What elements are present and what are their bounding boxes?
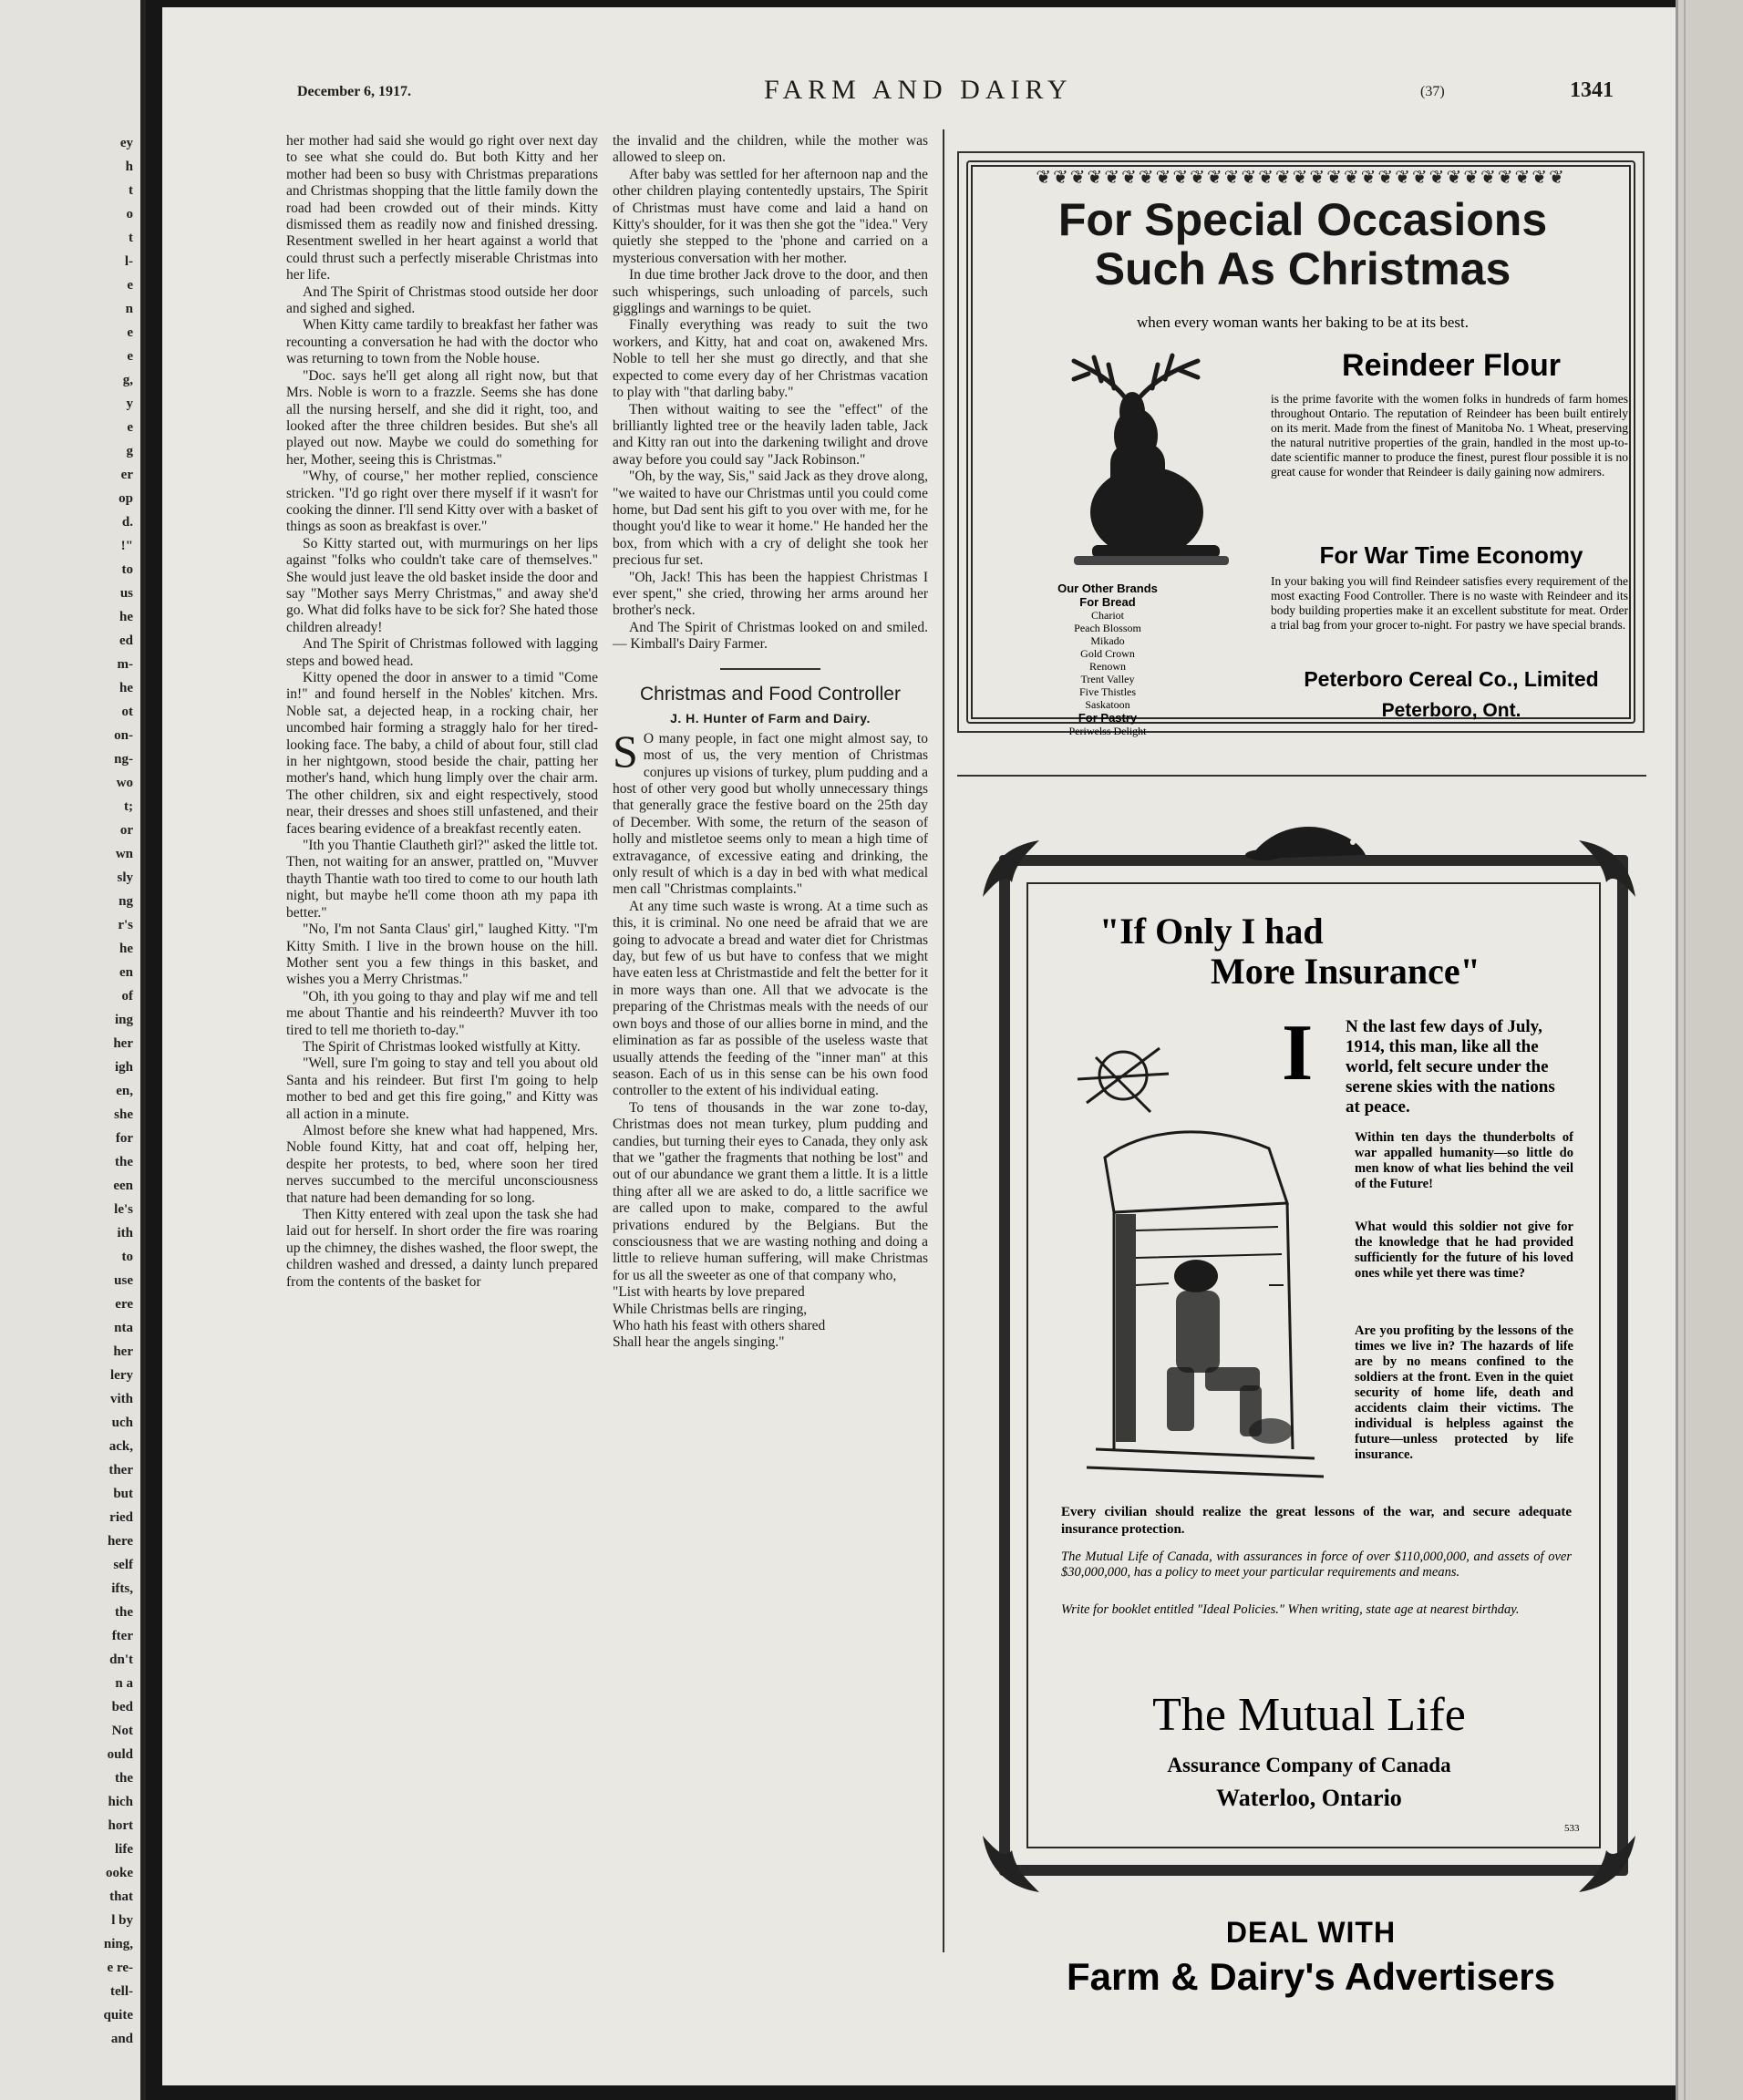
verse [613, 1284, 928, 1352]
masthead: FARM AND DAIRY [764, 75, 1073, 105]
leaf-corner-ornament [979, 837, 1043, 901]
ad-italic-note: Write for booklet entitled "Ideal Policies." When writing, state age at nearest birthday. [1061, 1602, 1520, 1617]
story-paragraph: So Kitty started out, with murmurings on her lips against "folks who couldn't take care of themselves." She would just leave the old basket inside the door and say "Mother says Merry Christmas," and away she'd go. What did folks have to be sick for? She hated those children already! [286, 535, 598, 635]
story-paragraph: "Oh, Jack! This has been the happiest Christmas I ever spent," she cried, throwing her arms around her brother's neck. [613, 569, 928, 619]
story-paragraph: "Oh, ith you going to thay and play wif me and tell me about Thantie and his reindeerth? Muvver ith too tired to tell me thorieth to-day." [286, 988, 598, 1038]
story-paragraph: And The Spirit of Christmas followed with lagging steps and bowed head. [286, 636, 598, 669]
previous-page-text-fragment: e [127, 325, 133, 340]
verse-line: Who hath his feast with others shared [613, 1318, 826, 1333]
previous-page-text-fragment: her [113, 1036, 133, 1051]
previous-page-text-fragment: ning, [103, 1937, 133, 1951]
story-paragraph: Almost before she knew what had happened, Mrs. Noble found Kitty, hat and coat off, helping her, despite her protests, to bed, where soon her tired nerves succumbed to the merciful unconsciousness that nature had been demanding for so long. [286, 1122, 598, 1206]
previous-page-text-fragment: he [119, 610, 133, 624]
next-page-edge [1676, 0, 1743, 2100]
section-divider [720, 668, 820, 670]
previous-page-text-fragment: Not [111, 1724, 133, 1738]
ad-tagline: when every woman wants her baking to be at its best. [1137, 314, 1469, 331]
previous-page-text-fragment: l- [124, 254, 133, 269]
previous-page-text-fragment: of [121, 989, 133, 1004]
verse-line: "List with hearts by love prepared [613, 1284, 805, 1301]
story-column-1 [286, 133, 598, 1291]
verse-line: While Christmas bells are ringing, [613, 1301, 808, 1317]
previous-page-text-fragment: g [126, 444, 133, 458]
previous-page-text-fragment: t; [124, 799, 133, 814]
previous-page-text-fragment: hich [108, 1795, 133, 1809]
previous-page-text-fragment: tell- [110, 1984, 133, 1999]
previous-page-text-fragment: d. [121, 515, 133, 530]
story-paragraph: Then Kitty entered with zeal upon the task she had laid out for herself. In short order the fire was roaring up the chimney, the dishes washed, the floor swept, the children washed and dressed, a dainty lunch prepared from the contents of the basket for [286, 1207, 598, 1290]
previous-page-text-fragment: she [114, 1107, 133, 1122]
story-paragraph: "Ith you Thantie Clautheth girl?" asked the little tot. Then, not waiting for an answer, prattled on, "Muvver thayth Thantie wath too tired to come to our houth lath night, but maybe he'll come thoon ath my papa ith better." [286, 838, 598, 921]
brand-item: Renown [1089, 660, 1126, 673]
previous-page-text-fragment: to [121, 562, 133, 577]
previous-page-text-fragment: ould [107, 1747, 133, 1762]
previous-page-text-fragment: op [119, 491, 133, 506]
previous-page-text-fragment: en [119, 965, 133, 980]
article-paragraph: At any time such waste is wrong. At a time such as this, it is criminal. No one need be afraid that we are going to advocate a bread and water diet for Christmas day, but few of us but have to confess that we might have eaten less at Christmastide and felt the better for it in more ways than one. All that we advocate is the preparing of the Christmas meals with the needs of our own boys and those of our allies borne in mind, and the elimination as far as possible of the useless waste that usually attends the feeding of the "inner man" at this season. Each of us in this sense can be his own food controller to the extent of his individual eating. [613, 898, 928, 1099]
previous-page-text-fragment: een [113, 1179, 133, 1193]
brand-item: Five Thistles [1078, 685, 1137, 698]
article-body [613, 725, 928, 1352]
beaver-icon [1242, 811, 1369, 866]
article-paragraph: O many people, in fact one might almost say, to most of us, the very mention of Christmas conjures up visions of turkey, plum pudding and a host of other very good but wholly unnecessary things that generally grace the festive board on the 25th day of December. With some, the return of the season of holly and mistletoe seems only to mean a high time of extravagance, of excessive eating and drinking, the only result of which is a day in bed with what medical men call "Christmas complaints." [613, 730, 928, 898]
previous-page-text-fragment: n a [115, 1676, 133, 1691]
ad-body: In your baking you will find Reindeer satisfies every requirement of the most exacting Food Controller. There is no waste with Reindeer and its body building properties make it an excellent substitute for meat. Order a trial bag from your grocer to-night. For pastry we have special brands. [1271, 574, 1628, 632]
page-number: 1341 [1570, 78, 1614, 102]
previous-page-text-fragment: hort [108, 1818, 133, 1833]
previous-page-text-fragment: en, [116, 1084, 133, 1098]
brand-item: Mikado [1090, 634, 1125, 647]
ad-body: is the prime favorite with the women folks in hundreds of farm homes throughout Ontario. The reputation of Reindeer has been built entirely on its merit. Made from the finest of Manitoba No. 1 Wheat, preserving the natural nutritive properties of the grain, handled in the most up-to-date scientific manner to produce the finest, purest flour possible it is no great cause for wonder that Reindeer is daily gaining now admirers. [1271, 392, 1628, 479]
previous-page-text-fragment: ere [115, 1297, 133, 1312]
footer-line-2: Farm & Dairy's Advertisers [1066, 1955, 1555, 1998]
previous-page-text-fragment: t [129, 183, 133, 198]
previous-page-text-fragment: bed [111, 1700, 133, 1714]
company-city: Waterloo, Ontario [1216, 1785, 1402, 1811]
previous-page-text-fragment: life [115, 1842, 133, 1857]
story-paragraph: Kitty opened the door in answer to a timid "Come in!" and found herself in the Nobles' kitchen. Mrs. Noble sat, a dejected heap, in a rocking chair, her uncombed hair forming a straggly halo for her tired-looking face. The baby, a child of about four, still clad in her nightgown, stood beside the chair, patting her mother's hand, which hung limply over the chair arm. The other children, six and eight respectively, stood near, their dresses and shoes still unfastened, and their faces bearing evidence of a breakfast recently eaten. [286, 670, 598, 837]
previous-page-text-fragment: h [125, 160, 133, 174]
previous-page-text-fragment: her [113, 1344, 133, 1359]
previous-page-text-fragment: t [129, 231, 133, 245]
brand-item: Chariot [1091, 609, 1124, 622]
previous-page-text-fragment: the [115, 1155, 133, 1169]
previous-page-text-fragment: vith [109, 1392, 133, 1406]
verse-line: Shall hear the angels singing." [613, 1334, 785, 1351]
ad-paragraph: Are you profiting by the lessons of the times we live in? The hazards of life are by no means confined to the soldiers at the front. Even in the quiet security of home life, death and accidents claim their victims. The individual is helpless against the future—unless protected by life insurance. [1355, 1323, 1573, 1462]
previous-page-text-fragment: ooke [106, 1866, 133, 1880]
previous-page-text-fragment: !" [120, 539, 133, 553]
previous-page-text-fragment: sly [117, 870, 133, 885]
story-paragraph: The Spirit of Christmas looked wistfully at Kitty. [303, 1038, 581, 1055]
story-paragraph: Finally everything was ready to suit the two workers, and Kitty, hat and coat on, awakened Mrs. Noble to tell her she must go directly, and that she expected to come every day of her Christmas vacation to play with "that darling baby." [613, 317, 928, 401]
story-paragraph: "Doc. says he'll get along all right now, but that Mrs. Noble is worn to a frazzle. Seems she has done all the nursing herself, and she did it right, too, and looked after the three children besides. But she's all played out now. Maybe we could do something for her, Mother, seeing this is Christmas." [286, 367, 598, 468]
ad-call-out: Every civilian should realize the great lessons of the war, and secure adequate insurance protection. [1061, 1505, 1572, 1537]
previous-page-text-fragment: ng [119, 894, 133, 909]
brand-item: Gold Crown [1080, 647, 1135, 660]
article-paragraph: To tens of thousands in the war zone to-day, Christmas does not mean turkey, plum pudding and candies, but turning their eyes to Canada, they only ask that we "gather the fragments that nothing be lost" and out of our abundance we grant them a little. It is a little thing after all we are asked to do, a little sacrifice we are called upon to make, compared to the awful privations endured by the Belgians. But the consciousness that we are wasting nothing and doing a little to relieve human suffering, will make Christmas for us all the sweeter as one of that company who, [613, 1099, 928, 1283]
previous-page-text-fragment: self [113, 1558, 133, 1572]
previous-page-text-fragment: for [115, 1131, 133, 1146]
previous-page-text-fragment: and [110, 2032, 133, 2046]
previous-page-text-fragment: on- [114, 728, 133, 743]
drop-cap: S [613, 725, 638, 777]
footer-advertisement [964, 1916, 1657, 1999]
previous-page-text-fragment: but [113, 1487, 133, 1501]
brand-item: Periwelss Delight [1068, 725, 1147, 737]
previous-page-text-fragment: ing [114, 1013, 133, 1027]
previous-page-text-fragment: uch [111, 1415, 133, 1430]
footer-line-1: DEAL WITH [1225, 1916, 1397, 1949]
pastry-heading: For Pastry [1078, 711, 1138, 725]
previous-page-text-fragment: y [126, 396, 133, 411]
previous-page-text-fragment: ifts, [111, 1581, 133, 1596]
previous-page-text-fragment: le's [114, 1202, 133, 1217]
previous-page-text-fragment: o [126, 207, 133, 221]
column-rule [943, 129, 944, 1952]
previous-page-text-fragment: ther [108, 1463, 133, 1477]
previous-page-text-fragment: that [109, 1889, 133, 1904]
newspaper-page [162, 7, 1676, 2085]
leaf-corner-ornament [979, 1832, 1043, 1896]
previous-page-text-fragment: ed [119, 633, 133, 648]
leaf-corner-ornament [1575, 1832, 1639, 1896]
previous-page-edge [0, 0, 146, 2100]
page-header [162, 71, 1676, 126]
previous-page-text-fragment: ith [117, 1226, 133, 1240]
mutual-life-advertisement [972, 800, 1646, 1885]
story-column-2 [613, 133, 928, 1352]
drop-cap: I [1282, 1009, 1314, 1097]
company-city: Peterboro, Ont. [1381, 700, 1521, 721]
issue-date: December 6, 1917. [297, 84, 411, 99]
story-paragraph: When Kitty came tardily to breakfast her father was recounting a conversation he had with the doctor who was returning to town from the Noble house. [286, 317, 598, 367]
previous-page-text-fragment: or [119, 823, 133, 838]
story-paragraph: After baby was settled for her afternoon nap and the other children playing contentedly upstairs, The Spirit of Christmas must have come and laid a hand on Kitty's shoulder, for it was then she got the "idea." Very quietly she stepped to the 'phone and carried on a mysterious conversation with her mother. [613, 166, 928, 266]
story-paragraph: In due time brother Jack drove to the door, and then such whisperings, such unloading of parcels, such gigglings and warnings to be quiet. [613, 267, 928, 317]
previous-page-text-fragment: lery [110, 1368, 133, 1383]
previous-page-text-fragment: he [119, 681, 133, 695]
previous-page-text-fragment: ack, [108, 1439, 133, 1454]
previous-page-text-fragment: dn't [109, 1652, 133, 1667]
previous-page-text-fragment: ey [119, 136, 133, 150]
section-divider [957, 775, 1646, 777]
previous-page-text-fragment: to [121, 1250, 133, 1264]
previous-page-text-fragment: wo [116, 776, 133, 790]
other-brands-heading: Our Other Brands [1057, 582, 1158, 595]
previous-page-text-fragment: ot [121, 705, 133, 719]
previous-page-text-fragment: g, [122, 373, 133, 387]
ad-paragraph: Within ten days the thunderbolts of war appalled humanity—so little do men know of what lies behind the veil of the Future! [1355, 1130, 1573, 1191]
company-name: The Mutual Life [1152, 1689, 1466, 1741]
section-page-number: (37) [1420, 84, 1445, 99]
company-name: Peterboro Cereal Co., Limited [1304, 667, 1599, 691]
ad-paragraph: What would this soldier not give for the knowledge that he had provided sufficiently for the future of his loved ones while yet there was time? [1355, 1220, 1573, 1281]
other-brands-list [1012, 582, 1203, 737]
brand-item: Saskatoon [1085, 698, 1130, 711]
story-paragraph: Then without waiting to see the "effect" of the brilliantly lighted tree or the heavily laden table, Jack and Kitty ran out into the darkening twilight and drove away before you could say "Jack Robinson." [613, 401, 928, 468]
story-paragraph: the invalid and the children, while the mother was allowed to sleep on. [613, 133, 928, 166]
ad-italic-note: The Mutual Life of Canada, with assurances in force of over $110,000,000, and assets of over $30,000,000, has a policy to meet your particular requirements and means. [1061, 1549, 1572, 1580]
article-title: Christmas and Food Controller [640, 683, 901, 705]
previous-page-text-fragment: us [119, 586, 133, 601]
ad-headline: More Insurance" [1211, 951, 1480, 992]
previous-page-text-fragment: use [114, 1273, 133, 1288]
article-byline: J. H. Hunter of Farm and Dairy. [670, 710, 871, 726]
previous-page-text-fragment: fter [111, 1629, 133, 1643]
leaf-ornament-row: ❦❦❦❦❦❦❦❦❦❦❦❦❦❦❦❦❦❦❦❦❦❦❦❦❦❦❦❦❦❦❦ [1036, 166, 1566, 188]
previous-page-text-fragment: l by [111, 1913, 133, 1928]
ad-lead-paragraph: N the last few days of July, 1914, this man, like all the world, felt secure under the serene skies with the nations at peace. [1346, 1017, 1555, 1117]
previous-page-text-fragment: e [127, 349, 133, 364]
bread-heading: For Bread [1079, 595, 1136, 609]
story-paragraph: "Oh, by the way, Sis," said Jack as they drove along, "we waited to have our Christmas until you could come home, but Dad sent his gift to you over with me, for he thought you'd like to wear it home." He handed her the box, from which with a cry of delight she took her precious fur set. [613, 468, 928, 569]
previous-page-text-fragment: he [119, 942, 133, 956]
brand-name: Reindeer Flour [1342, 348, 1561, 383]
story-paragraph: And The Spirit of Christmas looked on and smiled. — Kimball's Dairy Farmer. [613, 619, 928, 653]
previous-page-text-fragment: n [125, 302, 133, 316]
reindeer-flour-advertisement [957, 151, 1645, 737]
previous-page-text-fragment: igh [114, 1060, 133, 1075]
previous-page-text-fragment: ng- [114, 752, 133, 767]
company-subtitle: Assurance Company of Canada [1167, 1754, 1451, 1776]
previous-page-text-fragment: nta [114, 1321, 133, 1335]
story-paragraph: "Why, of course," her mother replied, conscience stricken. "I'd go right over there myself if it wasn't for cooking the dinner. I'll send Kitty over with a basket of things as soon as breakfast is over." [286, 468, 598, 535]
previous-page-text-fragment: the [115, 1771, 133, 1786]
previous-page-text-fragment: er [120, 468, 133, 482]
previous-page-text-fragment: quite [103, 2008, 133, 2023]
brand-item: Peach Blossom [1074, 622, 1141, 634]
previous-page-text-fragment: r's [118, 918, 133, 932]
leaf-corner-ornament [1575, 837, 1639, 901]
story-paragraph: And The Spirit of Christmas stood outside her door and sighed and sighed. [286, 283, 598, 317]
brand-item: Trent Valley [1080, 673, 1135, 685]
story-paragraph: "Well, sure I'm going to stay and tell you about old Santa and his reindeer. But first I'm going to help mother to bed and get this fire going," and Kitty was all action in a minute. [286, 1055, 598, 1122]
story-paragraph: "No, I'm not Santa Claus' girl," laughed Kitty. "I'm Kitty Smith. I live in the brown house on the hill. Mother sent you a few things in this basket, and wishes you a Merry Christmas." [286, 921, 598, 988]
ad-subhead: For War Time Economy [1319, 541, 1583, 569]
ad-headline: For Special Occasions Such As Christmas [1057, 194, 1548, 294]
previous-page-text-fragment: m- [117, 657, 133, 672]
ad-code: 533 [1564, 1823, 1580, 1834]
previous-page-text-fragment: wn [115, 847, 133, 861]
previous-page-text-fragment: e [127, 420, 133, 435]
story-paragraph: her mother had said she would go right over next day to see what she could do. But both Kitty and her mother had been so busy with Christmas preparations and Christmas shopping that the little family down the road had been crowded out of their minds. Kitty dismissed them as readily now and finished dressing. Resentment swelled in her heart against a world that could thrust such a perfectly miserable Christmas into her life. [286, 133, 598, 283]
previous-page-text-fragment: the [115, 1605, 133, 1620]
previous-page-text-fragment: ried [109, 1510, 133, 1525]
previous-page-text-fragment: here [107, 1534, 133, 1549]
reindeer-illustration [1037, 352, 1238, 576]
ad-headline: "If Only I had [1099, 911, 1324, 952]
previous-page-text-fragment: e re- [107, 1961, 133, 1975]
previous-page-text-fragment: e [127, 278, 133, 293]
